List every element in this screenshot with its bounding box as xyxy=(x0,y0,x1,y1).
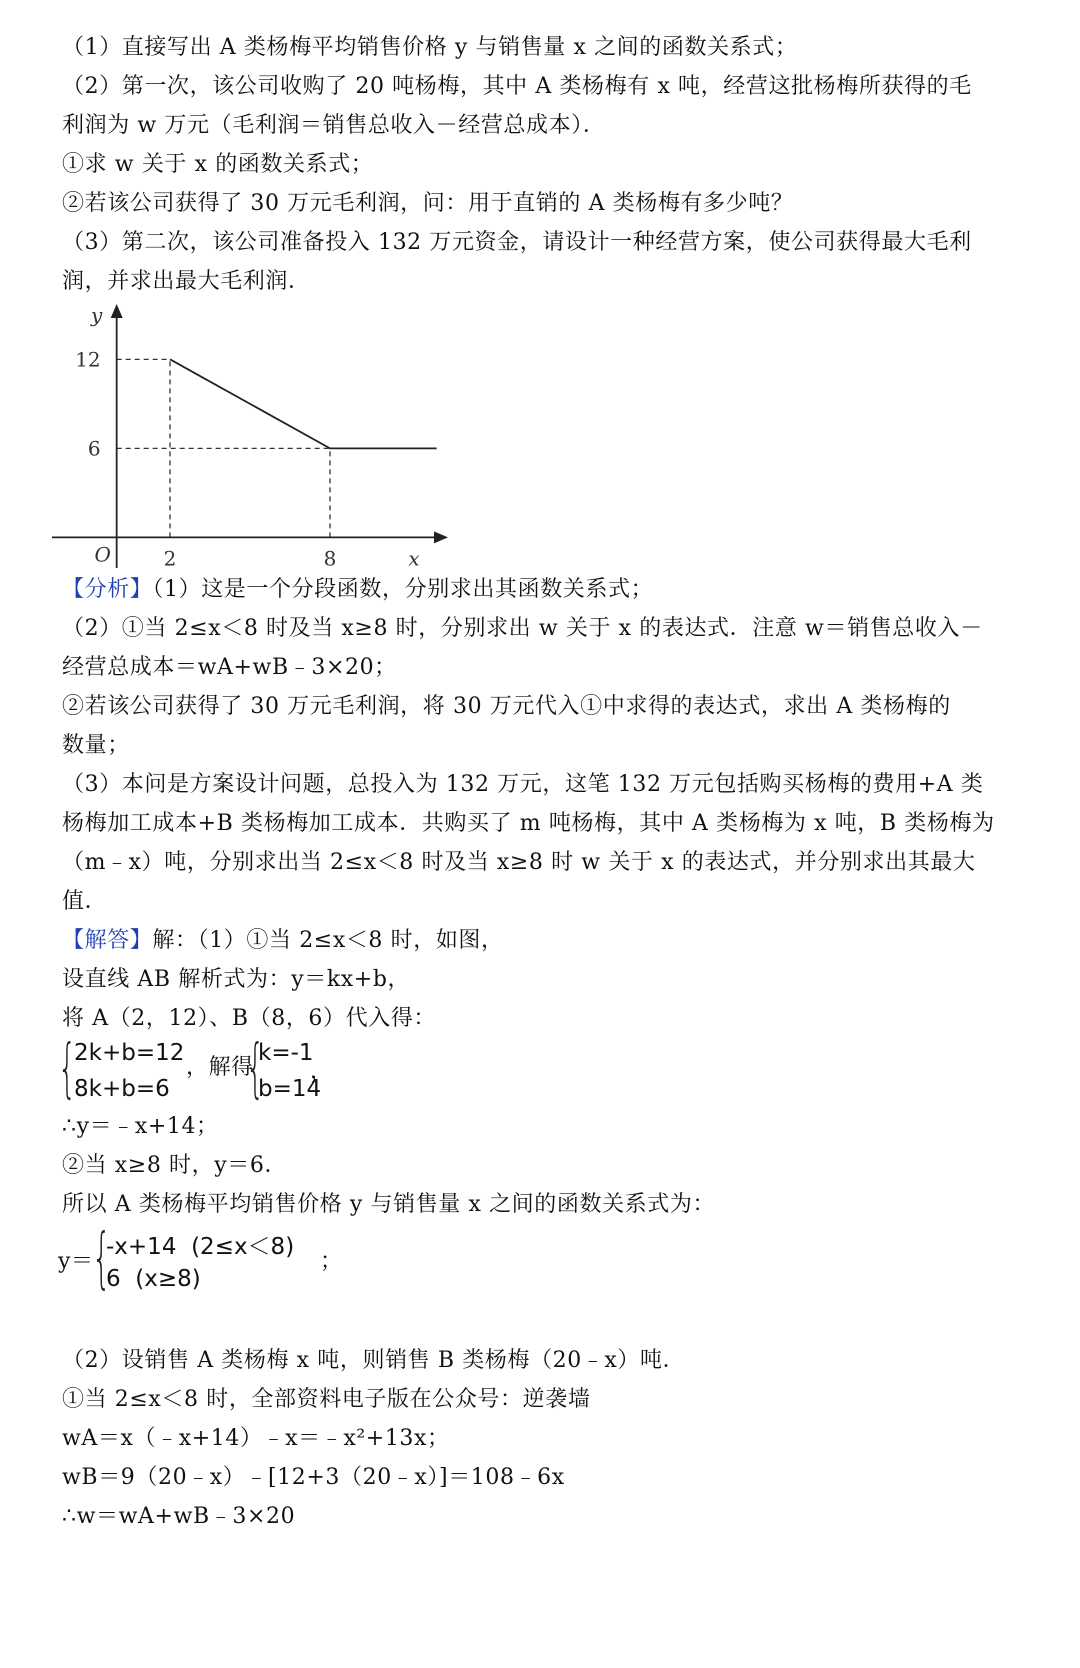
question-part3-line2: 润，并求出最大毛利润． xyxy=(62,269,311,294)
analysis-part2-line3: ②若该公司获得了 30 万元毛利润，将 30 万元代入①中求得的表达式，求出 A 类杨梅的 xyxy=(62,694,951,719)
x-axis-arrow xyxy=(434,531,448,543)
graph-axes xyxy=(52,304,448,568)
x-tick-label: 2 xyxy=(163,546,177,570)
solution-tag: 【解答】 xyxy=(62,928,153,953)
y-axis-label: y xyxy=(91,303,103,327)
question-part2-sub2: ②若该公司获得了 30 万元毛利润，问：用于直销的 A 类杨梅有多少吨？ xyxy=(62,191,794,216)
analysis-part3-line4: 值． xyxy=(62,889,108,914)
y-tick-label: 6 xyxy=(87,436,101,461)
analysis-part3-line2: 杨梅加工成本+B 类杨梅加工成本．共购买了 m 吨杨梅，其中 A 类杨梅为 x 吨，B 类杨梅为 xyxy=(62,811,995,836)
question-part1: （1）直接写出 A 类杨梅平均销售价格 y 与销售量 x 之间的函数关系式； xyxy=(62,35,798,60)
function-graph xyxy=(50,300,450,570)
piecewise-case2: 6 (x≥8) xyxy=(106,1266,201,1292)
part2-line1: （2）设销售 A 类杨梅 x 吨，则销售 B 类杨梅（20﹣x）吨． xyxy=(62,1348,686,1373)
question-part3-line1: （3）第二次，该公司准备投入 132 万元资金，请设计一种经营方案，使公司获得最大毛利 xyxy=(62,230,972,255)
piecewise-end: ； xyxy=(320,1249,343,1274)
analysis-part2-line1: （2）①当 2≤x＜8 时及当 x≥8 时，分别求出 w 关于 x 的表达式．注意 w＝销售总收入－ xyxy=(62,616,983,641)
graph-guide-lines xyxy=(117,359,330,537)
system1-equation2: 8k+b=6 xyxy=(74,1076,170,1102)
piecewise-case1: -x+14 (2≤x＜8) xyxy=(106,1234,295,1260)
left-brace: { xyxy=(92,1219,111,1296)
left-brace: { xyxy=(58,1032,77,1106)
x-axis-label: x xyxy=(408,546,420,570)
question-part2-line1: （2）第一次，该公司收购了 20 吨杨梅，其中 A 类杨梅有 x 吨，经营这批杨梅所获得的毛 xyxy=(62,74,972,99)
system1-equation1: 2k+b=12 xyxy=(74,1040,185,1066)
solution-line1-text: 解：（1）①当 2≤x＜8 时，如图， xyxy=(152,928,504,953)
solution-line1 xyxy=(62,927,504,955)
question-part2-line2: 利润为 w 万元（毛利润＝销售总收入－经营总成本）． xyxy=(62,113,606,138)
solution-line5: ②当 x≥8 时，y＝6． xyxy=(62,1153,288,1178)
y-tick-label: 12 xyxy=(75,347,101,372)
analysis-part3-line1: （3）本问是方案设计问题，总投入为 132 万元，这笔 132 万元包括购买杨梅的费用+A 类 xyxy=(62,772,984,797)
question-part2-sub1: ①求 w 关于 x 的函数关系式； xyxy=(62,152,374,177)
graph-labels xyxy=(75,303,419,570)
y-axis-arrow xyxy=(111,304,123,318)
analysis-tag: 【分析】 xyxy=(62,577,153,602)
system2-equation1: k=-1 xyxy=(258,1040,314,1066)
origin-label: O xyxy=(94,542,111,567)
analysis-part1 xyxy=(62,576,653,604)
analysis-part3-line3: （m﹣x）吨，分别求出当 2≤x＜8 时及当 x≥8 时 w 关于 x 的表达式，并分别求出其最大 xyxy=(62,850,976,875)
part2-line4: wB＝9（20﹣x）﹣[12+3（20﹣x）]＝108﹣6x xyxy=(62,1465,565,1490)
part2-line3: wA＝x（﹣x+14）﹣x＝﹣x²+13x； xyxy=(62,1426,450,1451)
piecewise-function xyxy=(58,1219,378,1302)
piecewise-lhs: y＝ xyxy=(58,1249,94,1274)
series-line xyxy=(170,359,437,448)
part2-line2: ①当 2≤x＜8 时，全部资料电子版在公众号：逆袭墙 xyxy=(62,1387,591,1412)
system-connector: ，解得 xyxy=(186,1055,254,1080)
system2-equation2: b=14 xyxy=(258,1076,322,1102)
left-brace: { xyxy=(246,1032,265,1106)
system-end-comma: ， xyxy=(310,1059,333,1084)
equation-system xyxy=(58,1032,358,1110)
analysis-part1-text: （1）这是一个分段函数，分别求出其函数关系式； xyxy=(152,577,654,602)
solution-line2: 设直线 AB 解析式为：y＝kx+b， xyxy=(62,967,411,992)
x-tick-label: 8 xyxy=(323,546,337,570)
solution-line3: 将 A（2，12）、B（8，6）代入得： xyxy=(62,1006,437,1031)
part2-line5: ∴w＝wA+wB﹣3×20 xyxy=(62,1504,296,1529)
solution-line6: 所以 A 类杨梅平均销售价格 y 与销售量 x 之间的函数关系式为： xyxy=(62,1192,716,1217)
solution-line4: ∴y＝﹣x+14； xyxy=(62,1114,219,1139)
graph-series xyxy=(170,359,437,448)
analysis-part2-line4: 数量； xyxy=(62,733,130,758)
analysis-part2-line2: 经营总成本＝wA+wB﹣3×20； xyxy=(62,655,397,680)
